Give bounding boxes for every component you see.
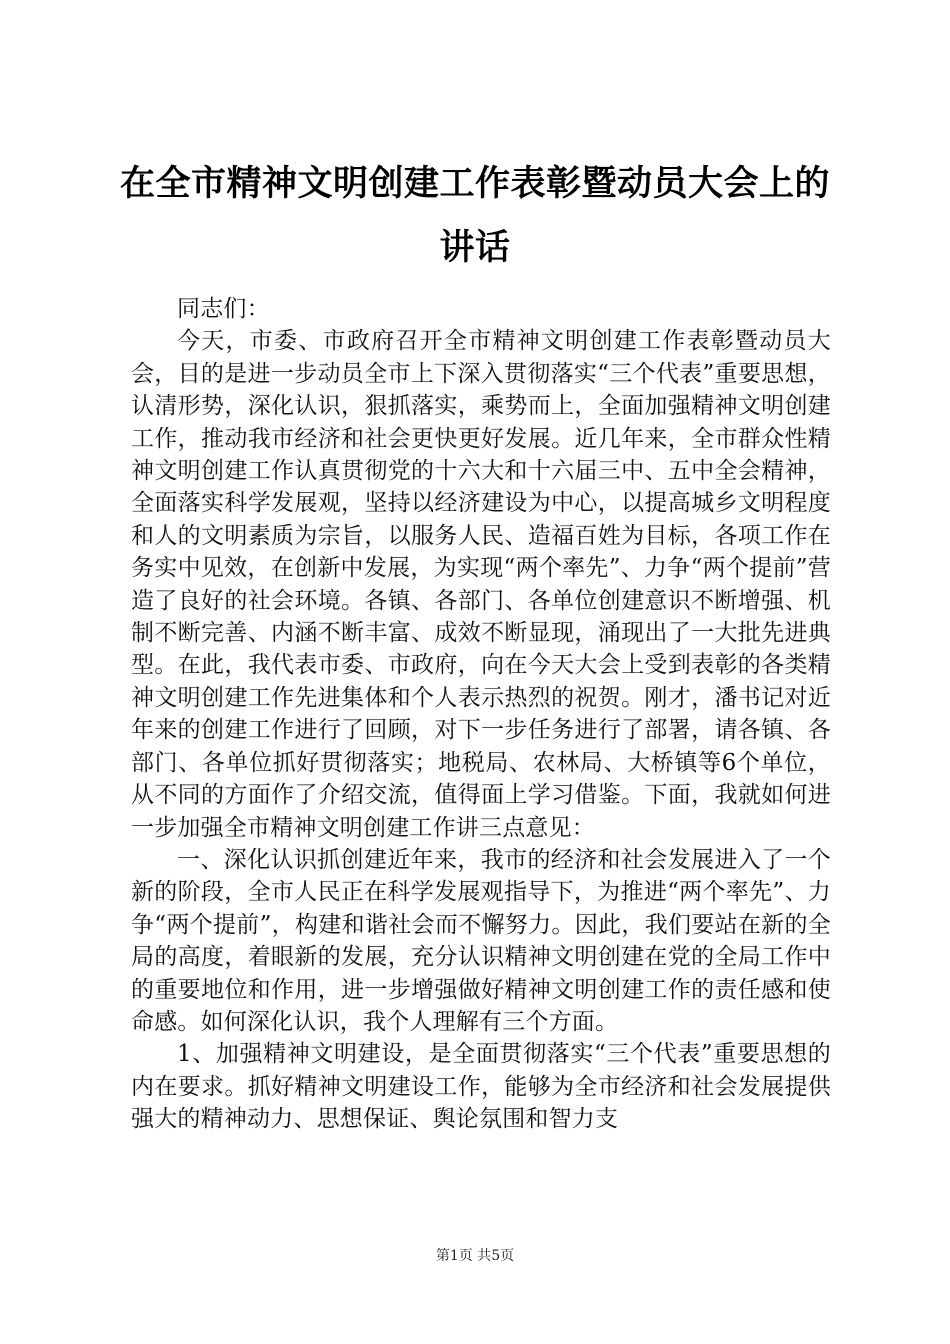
paragraph-1: 今天，市委、市政府召开全市精神文明创建工作表彰暨动员大会，目的是进一步动员全市上下深入贯彻落实“三个代表”重要思想，认清形势，深化认识，狠抓落实，乘势而上，全面加强精神文明创建工作，推动我市经济和社会更快更好发展。近几年来，全市群众性精神文明创建工作认真贯彻党的十六大和十六届三中、五中全会精神，全面落实科学发展观，坚持以经济建设为中心，以提高城乡文明程度和人的文明素质为宗旨，以服务人民、造福百姓为目标，各项工作在务实中见效，在创新中发展，为实现“两个率先”、力争“两个提前”营造了良好的社会环境。各镇、各部门、各单位创建意识不断增强、机制不断完善、内涵不断丰富、成效不断显现，涌现出了一大批先进典型。在此，我代表市委、市政府，向在今天大会上受到表彰的各类精神文明创建工作先进集体和个人表示热烈的祝贺。刚才，潘书记对近年来的创建工作进行了回顾，对下一步任务进行了部署，请各镇、各部门、各单位抓好贯彻落实；地税局、农林局、大桥镇等6个单位，从不同的方面作了介绍交流，值得面上学习借鉴。下面，我就如何进一步加强全市精神文明创建工作讲三点意见： xyxy=(131,328,831,841)
document-body xyxy=(131,293,831,1136)
paragraph-3: 1、加强精神文明建设，是全面贯彻落实“三个代表”重要思想的内在要求。抓好精神文明建设工作，能够为全市经济和社会发展提供强大的精神动力、思想保证、舆论氛围和智力支 xyxy=(131,1041,831,1133)
title-line-2: 讲话 xyxy=(439,228,511,268)
page-footer xyxy=(0,1245,950,1265)
document-title xyxy=(100,152,850,280)
page-number: 第1页 共5页 xyxy=(435,1248,515,1264)
title-line-1: 在全市精神文明创建工作表彰暨动员大会上的 xyxy=(119,164,830,204)
greeting: 同志们： xyxy=(177,296,270,322)
paragraph-2: 一、深化认识抓创建近年来，我市的经济和社会发展进入了一个新的阶段，全市人民正在科学发展观指导下，为推进“两个率先”、力争“两个提前”，构建和谐社会而不懈努力。因此，我们要站在新的全局的高度，着眼新的发展，充分认识精神文明创建在党的全局工作中的重要地位和作用，进一步增强做好精神文明创建工作的责任感和使命感。如何深化认识，我个人理解有三个方面。 xyxy=(131,846,831,1035)
